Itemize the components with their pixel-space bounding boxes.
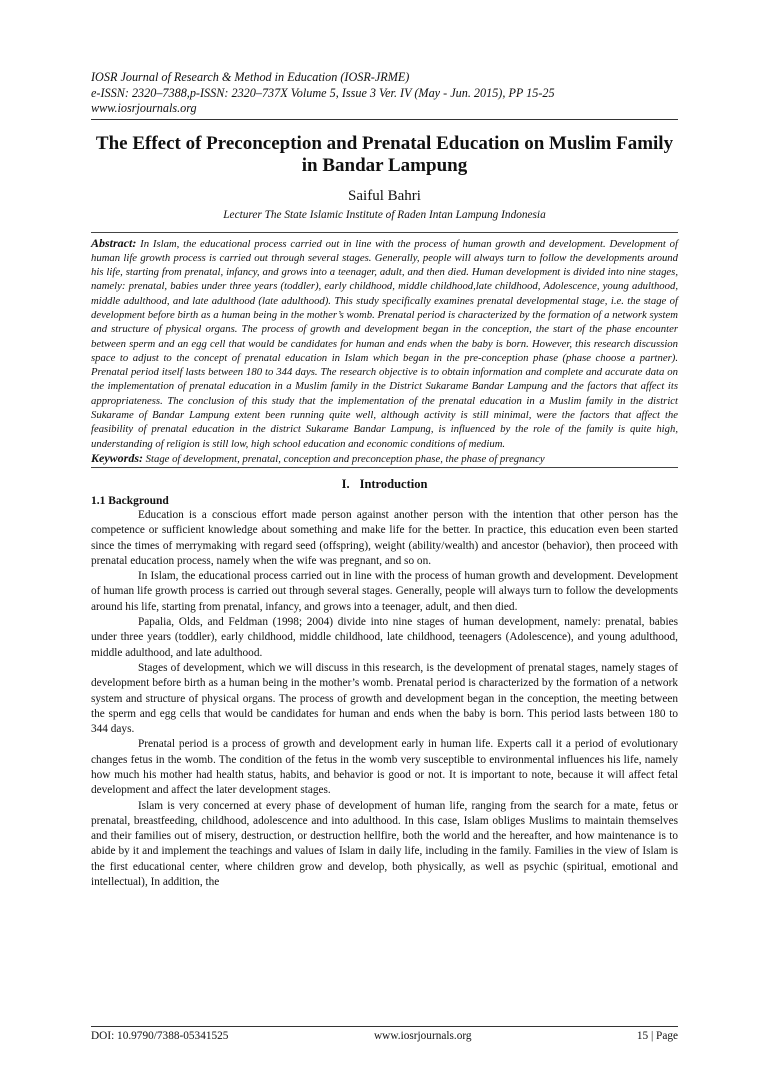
subsection-heading: 1.1 Background: [91, 494, 169, 507]
abstract-text: In Islam, the educational process carried out in line with the process of human growth and development. Development of human life growth process is carried out through several stages. Generally, people will always turn to follow the developments around his life, starting from prenatal, infancy, and grows into a teenager, adult, and then died. Human development is divided into nine stages, namely: prenatal, babies under three years (toddler), early childhood, middle childhood,late childhood, Adolescence, young adulthood, middle adulthood, and late adulthood (late adulthood). This study specifically examines prenatal developmental stage, i.e. the stage of development before birth as a human being in the mother’s womb. Prenatal period is characterized by the formation of a network system and structure of physical organs. The process of growth and development began in the conception, the start of the phase encounter between sperm and an egg cell that would be candidates for human and ends when the baby is born. However, this research discussion space to adjust to the concept of prenatal education in Islam which began in the pre-conception phase (phase choose a partner). Prenatal period itself lasts between 180 to 344 days. The research objective is to obtain information and complete and accurate data on the implementation of prenatal education in a Muslim family in the District Sukarame Bandar Lampung and the factors that affect its appropriateness. The conclusion of this study that the implementation of the prenatal education in a Muslim family in the district Sukarame of Bandar Lampung extent been running quite well, although activity is still minimal, were the factors that affect the feasibility of prenatal education in the district Sukarame Bandar Lampung, is influenced by the role of the family is quite high, understanding of religion is still low, high school education and economic conditions of medium.: [91, 237, 678, 450]
journal-issn: e-ISSN: 2320–7388,p-ISSN: 2320–737X Volume 5, Issue 3 Ver. IV (May - Jun. 2015), PP 15-25: [91, 85, 555, 100]
body-paragraph: Islam is very concerned at every phase of development of human life, ranging from the search for a mate, fetus or prenatal, breastfeeding, childhood, adolescence and into adulthood. In this case, Islam obliges Muslims to maintain themselves and their families out of misery, destruction, or destruction hellfire, both the world and the hereafter, and how maintenance is to abide by it and implement the teachings and values of Islam in daily life, including in the family. Families in the view of Islam is the first educational center, where children grow and develop, both physically, as well as psychic (spiritual, emotional and intellectual), In addition, the: [91, 799, 678, 889]
paper-page: [91, 70, 678, 890]
paper-title: The Effect of Preconception and Prenatal Education on Muslim Family in Bandar Lampung: [95, 132, 674, 176]
journal-website: www.iosrjournals.org: [91, 101, 197, 115]
header-divider: [91, 119, 678, 120]
body-paragraph: Stages of development, which we will discuss in this research, is the development of prenatal stages, namely stages of development before birth as a human being in the mother’s womb. Prenatal period is characterized by the formation of a network system and structure of physical organs. The process of growth and development began in the conception, the meeting between the sperm and egg cells that would be candidates for human and ends when the baby is born. This period lasts between 180 to 344 days.: [91, 661, 678, 736]
keywords: [91, 451, 678, 468]
journal-name: IOSR Journal of Research & Method in Education (IOSR-JRME): [91, 70, 410, 84]
abstract: [91, 232, 678, 451]
keywords-label: Keywords:: [91, 450, 143, 465]
author-affiliation: Lecturer The State Islamic Institute of Raden Intan Lampung Indonesia: [223, 208, 546, 221]
footer-website: www.iosrjournals.org: [374, 1030, 472, 1042]
author-name: Saiful Bahri: [348, 187, 421, 204]
body-paragraph: Education is a conscious effort made person against another person with the intention that other person has the competence or sufficient knowledge about something and make life for the better. In practice, this education even been started since the times of merrymaking with regard seed (offspring), weight (ability/wealth) and ancestor (behavior), then proceed with prenatal education process, namely when the wife was pregnant, and so on.: [91, 508, 678, 567]
body-paragraph: Papalia, Olds, and Feldman (1998; 2004) divide into nine stages of human development, namely: prenatal, babies under three years (toddler), early childhood, middle childhood, late childhood, teenagers (Adolescence), and young adulthood, middle adulthood, and late adulthood.: [91, 616, 678, 659]
journal-header: [91, 70, 678, 117]
page-footer: [91, 1026, 678, 1046]
keywords-text: Stage of development, prenatal, conception and preconception phase, the phase of pregnancy: [145, 452, 545, 465]
footer-doi: DOI: 10.9790/7388-05341525: [91, 1030, 229, 1042]
section-heading: [91, 477, 678, 491]
body-paragraph: In Islam, the educational process carried out in line with the process of human growth and development. Development of human life growth process is carried out through several stages. Generally, people will always turn to follow the developments around his life, starting from prenatal, infancy, and grows into a teenager, adult, and then died.: [91, 570, 678, 613]
section-title: Introduction: [359, 476, 428, 491]
body-paragraph: Prenatal period is a process of growth and development early in human life. Experts call it a period of evolutionary changes fetus in the womb. The condition of the fetus in the womb very susceptible to environmental influences his life, namely how much his mother had health status, habits, and behavior is good or not. It is important to note, because it will affect fetal development and affect the later development stages.: [91, 738, 678, 797]
abstract-label: Abstract:: [91, 235, 137, 250]
section-number: I.: [341, 476, 350, 491]
footer-page-number: 15 | Page: [636, 1030, 678, 1042]
